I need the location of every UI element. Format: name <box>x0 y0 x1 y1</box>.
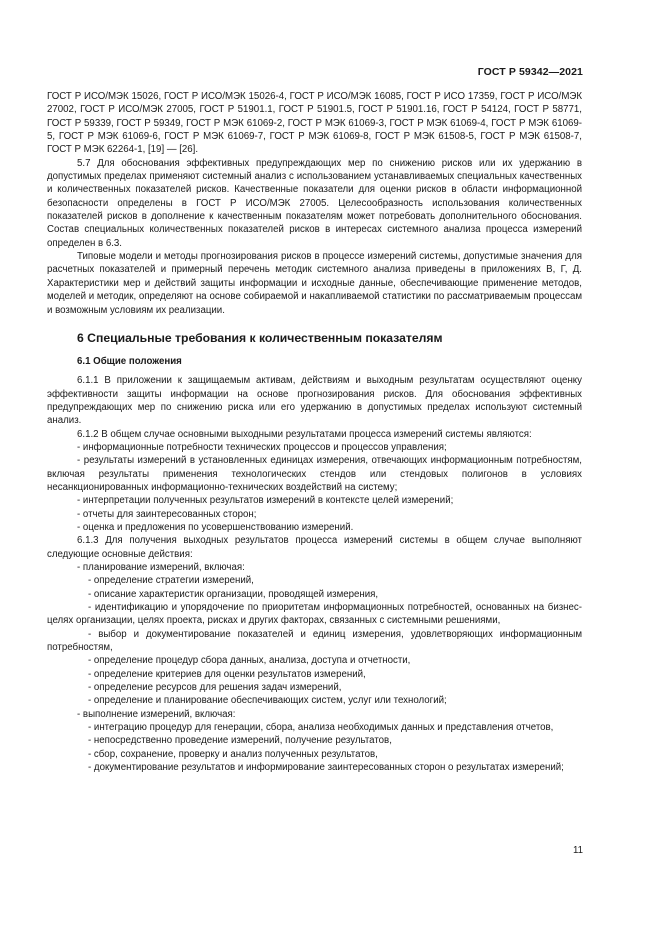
list-item: - выполнение измерений, включая: <box>77 708 236 720</box>
sub-list-item: - непосредственно проведение измерений, получение результатов, <box>88 735 392 747</box>
list-item: - оценка и предложения по усовершенствованию измерений. <box>77 521 354 533</box>
sub-list-item: - сбор, сохранение, проверку и анализ полученных результатов, <box>88 748 378 760</box>
page-body <box>47 90 582 775</box>
sub-list-item: - определение стратегии измерений, <box>88 575 254 587</box>
clause-5-7: 5.7 Для обоснования эффективных предупреждающих мер по снижению рисков или их удержанию в допустимых пределах применяют системный анализ с использованием устанавливаемых специальных качественных и количественных показателей рисков. Качественные показатели для оценки рисков в области информационной безопасности определены в ГОСТ Р ИСО/МЭК 27005. Целесообразность использования количественных показателей рисков в дополнение к качественным показателям может потребовать дополнительного обоснования. Состав специальных количественных показателей рисков в интересах системного анализа процесса измерений определен в 6.3. <box>47 157 582 249</box>
clause-6-1-3: 6.1.3 Для получения выходных результатов процесса измерений системы в общем случае выполняют следующие основные действия: <box>47 535 582 560</box>
sub-list-item: - интеграцию процедур для генерации, сбора, анализа необходимых данных и представления отчетов, <box>88 722 554 734</box>
sub-list-item: - выбор и документирование показателей и единиц измерения, удовлетворяющих информационным потребностям, <box>47 628 582 654</box>
clause-6-1-1: 6.1.1 В приложении к защищаемым активам, действиям и выходным результатам осуществляют оценку эффективности защиты информации на основе прогнозирования рисков. Для обоснования эффективных предупреждающих мер по снижению риска или его удержанию в допустимых пределах используют системный анализ. <box>47 375 582 427</box>
sub-list-item: - определение критериев для оценки результатов измерений, <box>88 668 366 680</box>
models-paragraph: Типовые модели и методы прогнозирования рисков в процессе измерений системы, допустимые значения для расчетных показателей и примерный перечень методик системного анализа приведены в приложениях В, Г, Д. Характеристики мер и действий защиты информации и исходные данные, обеспечивающие применение методов, моделей и методик, определяют на основе собираемой и накапливаемой статистики по рассматриваемым процессам и возможным условиям их реализации. <box>47 251 582 316</box>
list-item: - интерпретации полученных результатов измерений в контексте целей измерений; <box>77 495 454 507</box>
sub-list-item: - определение ресурсов для решения задач измерений, <box>88 682 342 694</box>
clause-6-1-2: 6.1.2 В общем случае основными выходными результатами процесса измерений системы являются: <box>77 428 532 440</box>
sub-list-item: - определение и планирование обеспечивающих систем, услуг или технологий; <box>88 695 447 707</box>
sub-list-item: - документирование результатов и информирование заинтересованных сторон о результатах измерений; <box>88 762 564 774</box>
sub-list-item: - описание характеристик организации, проводящей измерения, <box>88 588 379 600</box>
sub-list-item: - идентификацию и упорядочение по приоритетам информационных потребностей, основанных на бизнес-целях организации, целях проекта, рисках и других факторах, связанных с системными решениями, <box>47 602 582 627</box>
subsection-6-1-heading: 6.1 Общие положения <box>77 355 182 367</box>
references-paragraph: ГОСТ Р ИСО/МЭК 15026, ГОСТ Р ИСО/МЭК 15026-4, ГОСТ Р ИСО/МЭК 16085, ГОСТ Р ИСО 17359, ГОСТ Р ИСО/МЭК 27002, ГОСТ Р ИСО/МЭК 27005, ГОСТ Р 51901.1, ГОСТ Р 51901.5, ГОСТ Р 51901.16, ГОСТ Р 54124, ГОСТ Р 58771, ГОСТ Р 59339, ГОСТ Р 59349, ГОСТ Р МЭК 61069-2, ГОСТ Р МЭК 61069-3, ГОСТ Р МЭК 61069-4, ГОСТ Р МЭК 61069-5, ГОСТ Р МЭК 61069-6, ГОСТ Р МЭК 61069-7, ГОСТ Р МЭК 61069-8, ГОСТ Р МЭК 61508-5, ГОСТ Р МЭК 61508-7, ГОСТ Р МЭК 62264-1, [19] — [26]. <box>47 91 582 156</box>
list-item: - информационные потребности технических процессов и процессов управления; <box>77 441 447 453</box>
list-item: - планирование измерений, включая: <box>77 562 245 573</box>
document-code-header: ГОСТ Р 59342—2021 <box>477 66 583 78</box>
list-item: - результаты измерений в установленных единицах измерения, отвечающих информационным потребностям, включая результаты применения технологических стендов или стендовых полигонов в условиях несанкционированных информационно-технических воздействий на систему; <box>47 455 582 493</box>
list-item: - отчеты для заинтересованных сторон; <box>77 508 257 520</box>
page-number: 11 <box>572 845 583 856</box>
section-6-heading: 6 Специальные требования к количественным показателям <box>77 330 443 345</box>
sub-list-item: - определение процедур сбора данных, анализа, доступа и отчетности, <box>88 655 411 667</box>
